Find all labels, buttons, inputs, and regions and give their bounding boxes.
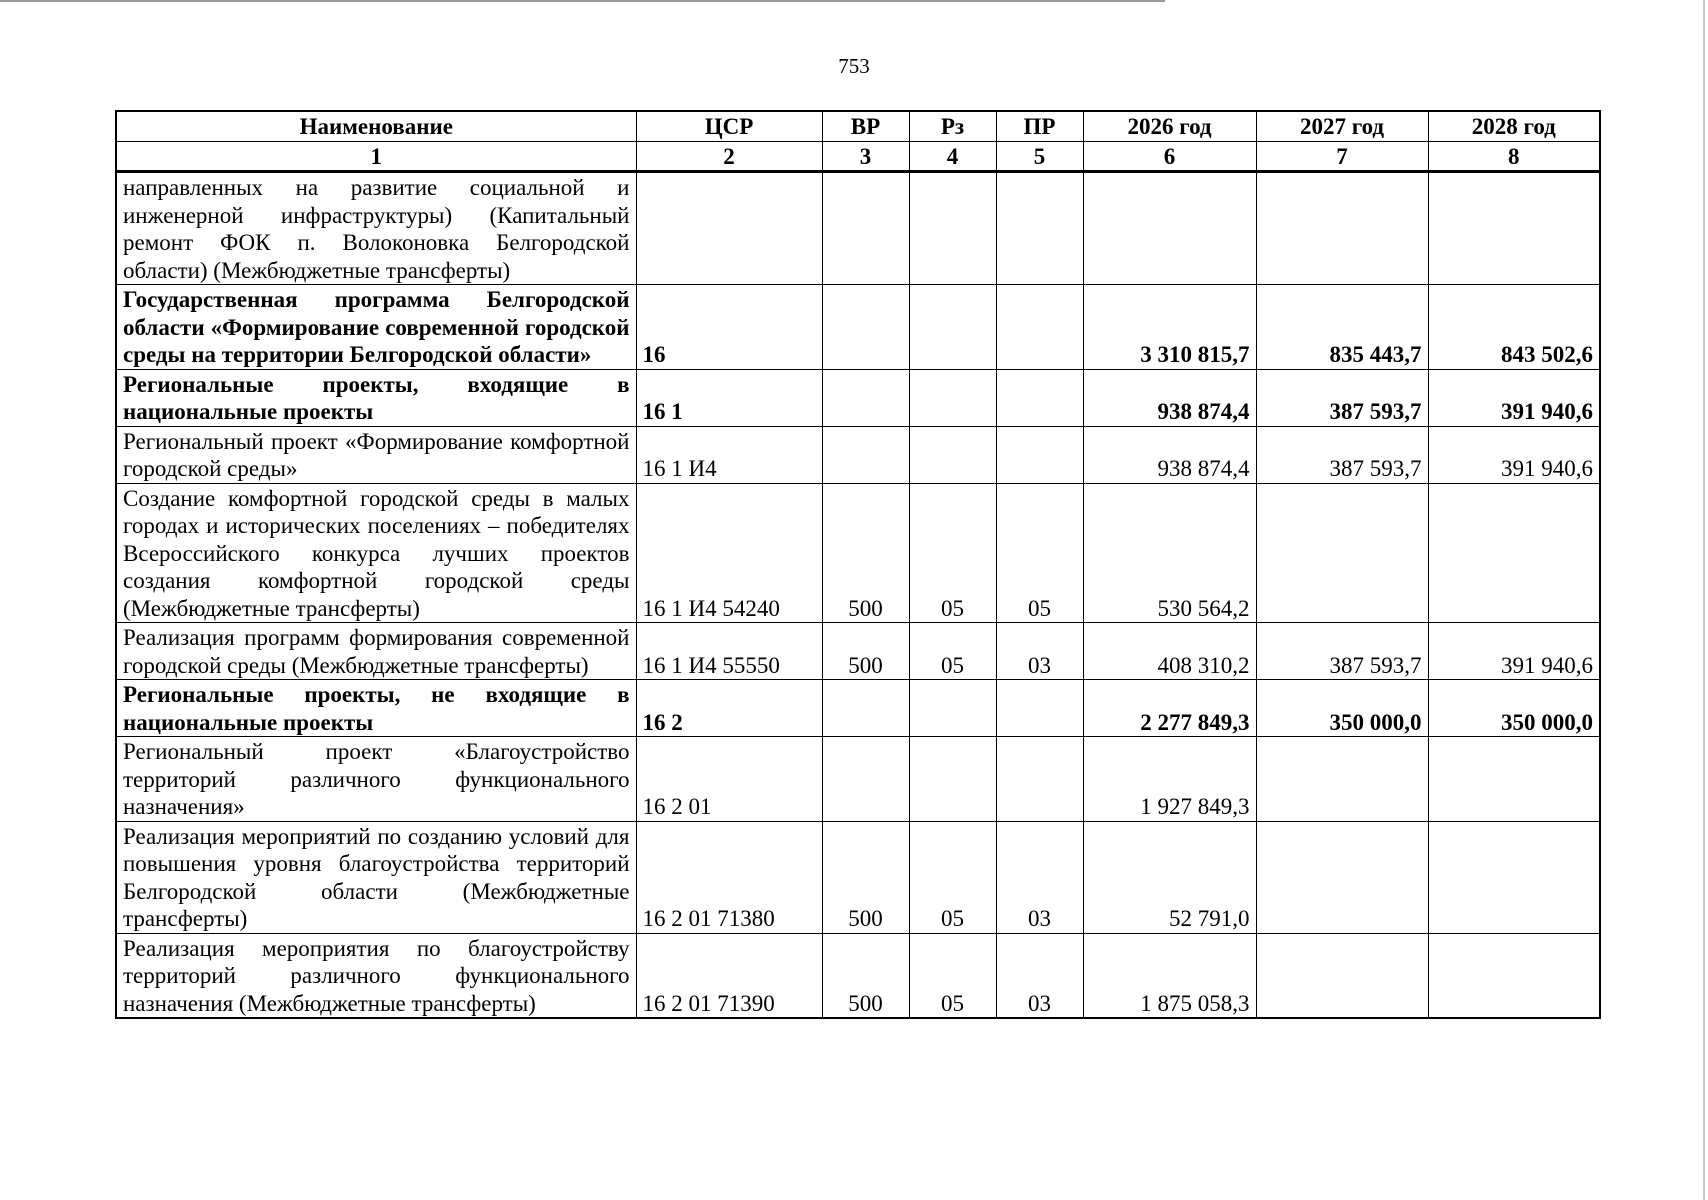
cell-amount-2027 — [1256, 737, 1428, 822]
cell-vr — [822, 172, 909, 285]
cell-rz — [909, 680, 996, 737]
cell-amount-2028: 350 000,0 — [1428, 680, 1600, 737]
cell-name: Реализация программ формирования современной городской среды (Межбюджетные трансферты) — [116, 623, 636, 680]
table-row — [116, 680, 1600, 737]
cell-vr: 500 — [822, 483, 909, 623]
cell-pr — [996, 369, 1083, 426]
cell-csr: 16 — [636, 285, 822, 370]
table-row — [116, 285, 1600, 370]
cell-csr — [636, 172, 822, 285]
page-number: 753 — [838, 54, 870, 78]
table-row — [116, 933, 1600, 1018]
cell-amount-2027: 387 593,7 — [1256, 369, 1428, 426]
cell-pr: 03 — [996, 933, 1083, 1018]
cell-amount-2026: 938 874,4 — [1083, 426, 1256, 483]
cell-csr: 16 1 И4 54240 — [636, 483, 822, 623]
column-number: 6 — [1083, 141, 1256, 172]
cell-name: Реализация мероприятий по созданию условий для повышения уровня благоустройства территорий Белгородской области (Межбюджетные трансферты) — [116, 821, 636, 933]
cell-amount-2026: 2 277 849,3 — [1083, 680, 1256, 737]
cell-amount-2028 — [1428, 933, 1600, 1018]
cell-pr — [996, 426, 1083, 483]
table-body — [116, 172, 1600, 1019]
cell-amount-2027 — [1256, 172, 1428, 285]
cell-vr — [822, 369, 909, 426]
header-name: Наименование — [116, 111, 636, 141]
column-number: 7 — [1256, 141, 1428, 172]
cell-amount-2026: 1 875 058,3 — [1083, 933, 1256, 1018]
column-number: 1 — [116, 141, 636, 172]
cell-amount-2027: 387 593,7 — [1256, 623, 1428, 680]
cell-rz — [909, 426, 996, 483]
cell-name: направленных на развитие социальной и инженерной инфраструктуры) (Капитальный ремонт ФОК п. Волоконовка Белгородской области) (Межбюджетные трансферты) — [116, 172, 636, 285]
cell-amount-2027: 835 443,7 — [1256, 285, 1428, 370]
cell-csr: 16 1 И4 — [636, 426, 822, 483]
cell-name: Региональный проект «Благоустройство территорий различного функционального назначения» — [116, 737, 636, 822]
cell-csr: 16 2 01 — [636, 737, 822, 822]
cell-amount-2027 — [1256, 821, 1428, 933]
cell-pr: 03 — [996, 623, 1083, 680]
cell-amount-2026: 52 791,0 — [1083, 821, 1256, 933]
cell-amount-2027: 387 593,7 — [1256, 426, 1428, 483]
cell-vr — [822, 285, 909, 370]
budget-table — [115, 110, 1601, 1019]
cell-vr: 500 — [822, 821, 909, 933]
scan-edge-right — [1703, 0, 1705, 1200]
cell-name: Региональные проекты, не входящие в национальные проекты — [116, 680, 636, 737]
cell-amount-2027 — [1256, 933, 1428, 1018]
table-row — [116, 821, 1600, 933]
cell-amount-2026: 3 310 815,7 — [1083, 285, 1256, 370]
table-row — [116, 426, 1600, 483]
cell-pr — [996, 172, 1083, 285]
column-number: 4 — [909, 141, 996, 172]
header-row — [116, 111, 1600, 141]
cell-amount-2028 — [1428, 737, 1600, 822]
cell-rz — [909, 369, 996, 426]
cell-rz: 05 — [909, 933, 996, 1018]
cell-csr: 16 2 — [636, 680, 822, 737]
cell-pr: 03 — [996, 821, 1083, 933]
header-vr: ВР — [822, 111, 909, 141]
cell-amount-2028 — [1428, 821, 1600, 933]
cell-pr — [996, 285, 1083, 370]
cell-rz — [909, 737, 996, 822]
cell-name: Региональные проекты, входящие в национальные проекты — [116, 369, 636, 426]
header-2028: 2028 год — [1428, 111, 1600, 141]
cell-amount-2026: 1 927 849,3 — [1083, 737, 1256, 822]
cell-amount-2026: 530 564,2 — [1083, 483, 1256, 623]
cell-rz: 05 — [909, 623, 996, 680]
scan-edge-top — [0, 0, 1165, 2]
table-row — [116, 369, 1600, 426]
cell-amount-2028: 391 940,6 — [1428, 369, 1600, 426]
cell-rz: 05 — [909, 483, 996, 623]
cell-name: Региональный проект «Формирование комфортной городской среды» — [116, 426, 636, 483]
cell-amount-2028 — [1428, 172, 1600, 285]
cell-amount-2026: 938 874,4 — [1083, 369, 1256, 426]
cell-vr — [822, 737, 909, 822]
column-number: 8 — [1428, 141, 1600, 172]
cell-rz — [909, 285, 996, 370]
header-rz: Рз — [909, 111, 996, 141]
cell-csr: 16 1 И4 55550 — [636, 623, 822, 680]
cell-vr — [822, 426, 909, 483]
header-pr: ПР — [996, 111, 1083, 141]
table-row — [116, 483, 1600, 623]
cell-vr — [822, 680, 909, 737]
cell-amount-2028: 391 940,6 — [1428, 623, 1600, 680]
cell-amount-2028: 391 940,6 — [1428, 426, 1600, 483]
cell-pr — [996, 737, 1083, 822]
cell-amount-2028: 843 502,6 — [1428, 285, 1600, 370]
cell-amount-2026 — [1083, 172, 1256, 285]
table-row — [116, 172, 1600, 285]
column-number: 3 — [822, 141, 909, 172]
cell-rz: 05 — [909, 821, 996, 933]
cell-name: Реализация мероприятия по благоустройству территорий различного функционального назначения (Межбюджетные трансферты) — [116, 933, 636, 1018]
cell-csr: 16 2 01 71390 — [636, 933, 822, 1018]
cell-pr — [996, 680, 1083, 737]
table-row — [116, 737, 1600, 822]
header-csr: ЦСР — [636, 111, 822, 141]
cell-amount-2027: 350 000,0 — [1256, 680, 1428, 737]
cell-vr: 500 — [822, 623, 909, 680]
cell-rz — [909, 172, 996, 285]
column-number-row — [116, 141, 1600, 172]
cell-amount-2026: 408 310,2 — [1083, 623, 1256, 680]
header-2026: 2026 год — [1083, 111, 1256, 141]
cell-name: Создание комфортной городской среды в малых городах и исторических поселениях – победителях Всероссийского конкурса лучших проектов создания комфортной городской среды (Межбюджетные трансферты) — [116, 483, 636, 623]
cell-csr: 16 2 01 71380 — [636, 821, 822, 933]
table-row — [116, 623, 1600, 680]
cell-name: Государственная программа Белгородской области «Формирование современной городской среды на территории Белгородской области» — [116, 285, 636, 370]
header-2027: 2027 год — [1256, 111, 1428, 141]
cell-pr: 05 — [996, 483, 1083, 623]
column-number: 2 — [636, 141, 822, 172]
cell-vr: 500 — [822, 933, 909, 1018]
cell-amount-2027 — [1256, 483, 1428, 623]
column-number: 5 — [996, 141, 1083, 172]
cell-csr: 16 1 — [636, 369, 822, 426]
cell-amount-2028 — [1428, 483, 1600, 623]
